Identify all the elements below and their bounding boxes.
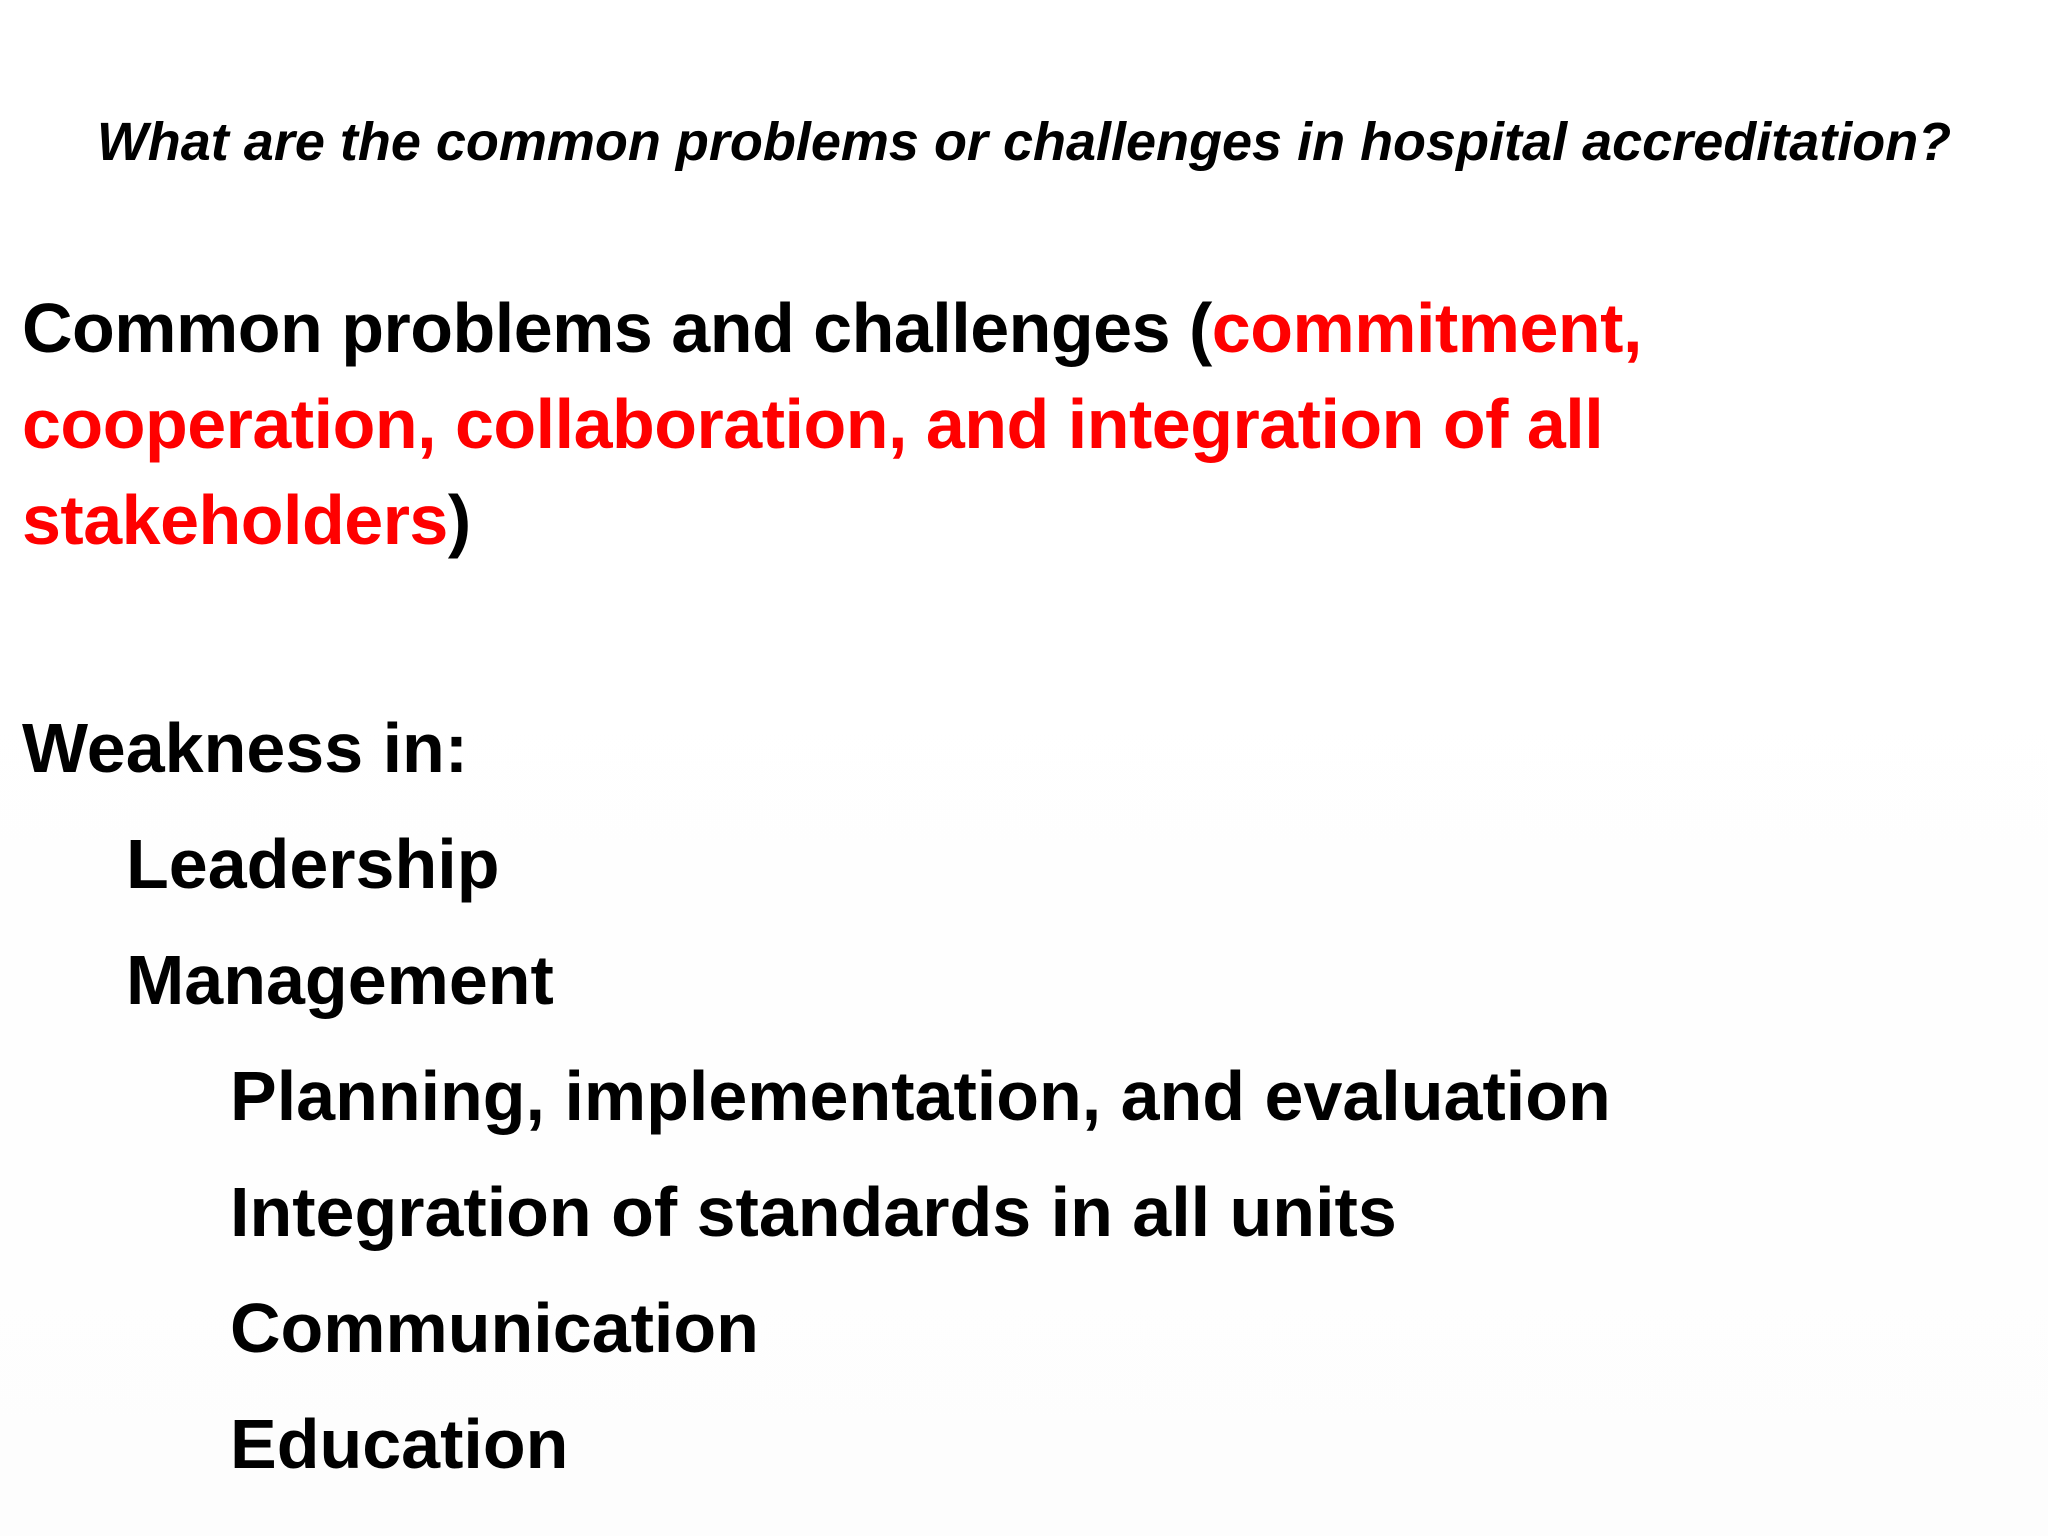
statement-suffix: ) <box>447 481 471 559</box>
management-subitem-integration: Integration of standards in all units <box>230 1173 1397 1251</box>
management-subitem-communication: Communication <box>230 1289 759 1367</box>
challenges-statement <box>22 280 1742 568</box>
management-subitem-planning: Planning, implementation, and evaluation <box>230 1057 1611 1135</box>
weakness-heading: Weakness in: <box>22 709 469 787</box>
statement-prefix: Common problems and challenges ( <box>22 289 1212 367</box>
weakness-item-leadership: Leadership <box>126 825 500 903</box>
management-subitem-education: Education <box>230 1405 569 1483</box>
weakness-item-management: Management <box>126 941 554 1019</box>
statement-highlight: commitment, cooperation, collaboration, and integration of all stakeholders <box>22 289 1642 559</box>
slide-question-title: What are the common problems or challenges in hospital accreditation? <box>96 112 1952 172</box>
